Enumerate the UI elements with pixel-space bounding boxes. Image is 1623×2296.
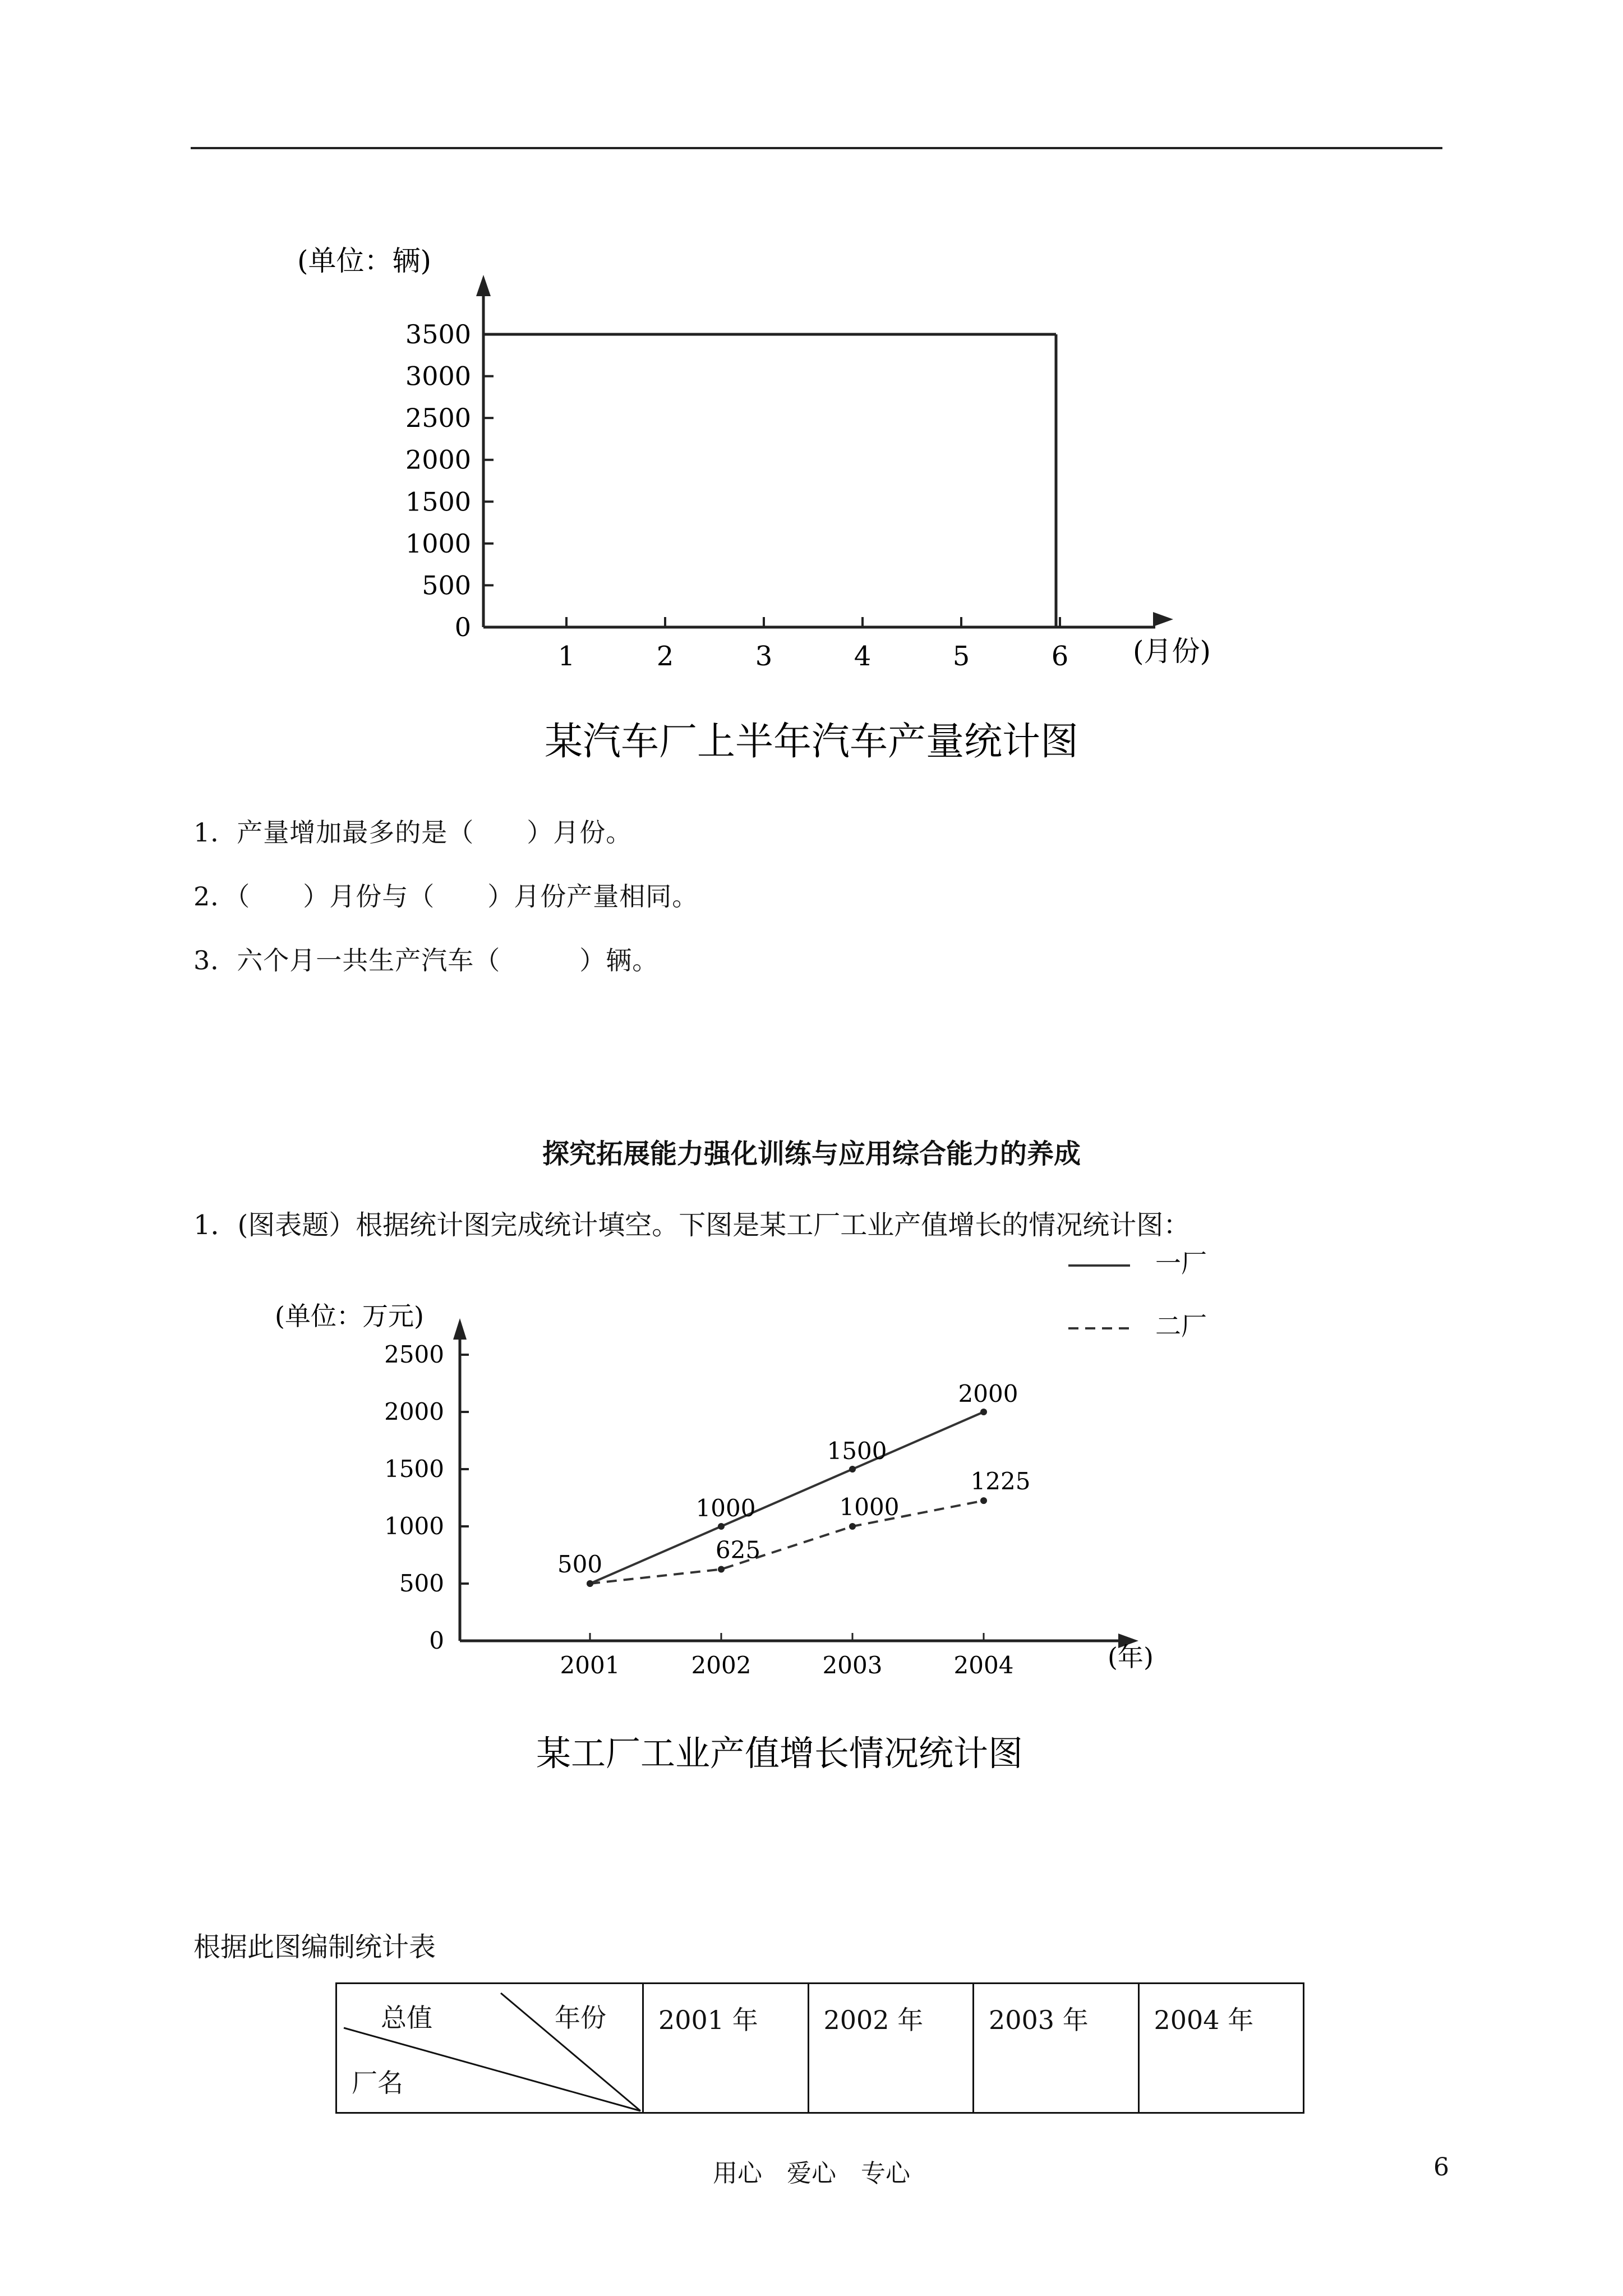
factory-output-chart (0, 1234, 1623, 1818)
chart1-ytick-label: 500 (422, 570, 471, 601)
data-point (849, 1466, 856, 1473)
data-label: 1500 (827, 1437, 887, 1465)
chart2-xtick-label: 2003 (822, 1651, 883, 1679)
data-label: 1225 (970, 1467, 1031, 1496)
chart1-xtick-label: 1 (557, 641, 575, 672)
question-2: 2．（ ）月份与（ ）月份产量相同。 (193, 881, 699, 912)
chart1-ytick-label: 2500 (405, 403, 471, 434)
chart2-ytick-label: 500 (399, 1570, 444, 1597)
chart2-ytick-label: 0 (429, 1627, 444, 1654)
page-number: 6 (1433, 2153, 1449, 2182)
chart1-ytick-label: 1500 (405, 486, 471, 517)
section-heading: 探究拓展能力强化训练与应用综合能力的养成 (542, 1138, 1081, 1170)
chart1-ylabel: (单位：辆) (297, 245, 432, 277)
chart1-xtick-label: 3 (755, 641, 773, 672)
corner-label-year: 年份 (555, 2003, 606, 2033)
data-label: 1000 (695, 1494, 756, 1522)
chart2-title: 某工厂工业产值增长情况统计图 (536, 1733, 1023, 1774)
chart1-ytick-label: 0 (454, 612, 471, 642)
chart2-xlabel: (年) (1108, 1642, 1154, 1672)
table-intro: 根据此图编制统计表 (193, 1931, 436, 1963)
chart2-ytick-label: 1500 (384, 1455, 444, 1483)
chart1-ytick-label: 2000 (405, 444, 471, 475)
car-production-chart (0, 0, 1623, 797)
chart2-ytick-label: 1000 (384, 1512, 444, 1540)
chart1-xtick-label: 6 (1051, 641, 1069, 672)
table-corner-cell (336, 1984, 643, 2113)
table-header-2001: 2001 年 (643, 1984, 809, 2113)
chart1-xlabel: (月份) (1133, 635, 1211, 668)
footer-motto: 用心 爱心 专心 (713, 2159, 910, 2188)
data-point (980, 1409, 987, 1415)
chart1-xtick-label: 2 (656, 641, 674, 672)
chart2-ylabel: (单位：万元) (275, 1301, 424, 1331)
question-1: 1．产量增加最多的是（ ）月份。 (193, 817, 633, 848)
data-point (587, 1580, 593, 1587)
corner-label-factory: 厂名 (352, 2068, 403, 2098)
chart2-xtick-label: 2002 (691, 1651, 751, 1679)
chart1-xtick-label: 5 (952, 641, 970, 672)
chart1-title: 某汽车厂上半年汽车产量统计图 (544, 720, 1079, 764)
exercise-intro: 1．(图表题）根据统计图完成统计填空。下图是某工厂工业产值增长的情况统计图： (193, 1209, 1191, 1241)
chart2-ytick-label: 2500 (384, 1341, 444, 1368)
corner-label-total: 总值 (381, 2003, 432, 2033)
data-point (718, 1523, 725, 1530)
series-line-plant-1 (590, 1412, 984, 1584)
data-point (718, 1566, 725, 1573)
chart1-xtick-label: 4 (854, 641, 872, 672)
legend-label-plant-2: 二厂 (1155, 1311, 1207, 1341)
question-3: 3．六个月一共生产汽车（ ）辆。 (193, 945, 659, 976)
chart1-y-axis-arrow (476, 275, 491, 296)
chart2-xtick-label: 2004 (953, 1651, 1014, 1679)
legend-label-plant-1: 一厂 (1155, 1248, 1207, 1278)
chart2-y-axis-arrow (453, 1318, 467, 1340)
data-label: 625 (715, 1536, 761, 1564)
chart1-ytick-label: 1000 (405, 528, 471, 559)
table-header-2003: 2003 年 (974, 1984, 1139, 2113)
chart1-x-axis-arrow (1153, 612, 1173, 627)
chart2-xtick-label: 2001 (560, 1651, 620, 1679)
table-header-2002: 2002 年 (808, 1984, 974, 2113)
stats-table (335, 1982, 1304, 2114)
data-label: 1000 (839, 1493, 900, 1521)
chart1-ytick-label: 3500 (405, 319, 471, 349)
data-label: 500 (557, 1550, 603, 1578)
chart2-ytick-label: 2000 (384, 1398, 444, 1425)
data-point (980, 1497, 987, 1504)
chart1-ytick-label: 3000 (405, 361, 471, 392)
data-point (849, 1523, 856, 1530)
series-line-plant-2 (590, 1501, 984, 1584)
data-label: 2000 (958, 1380, 1018, 1407)
table-header-2004: 2004 年 (1138, 1984, 1304, 2113)
